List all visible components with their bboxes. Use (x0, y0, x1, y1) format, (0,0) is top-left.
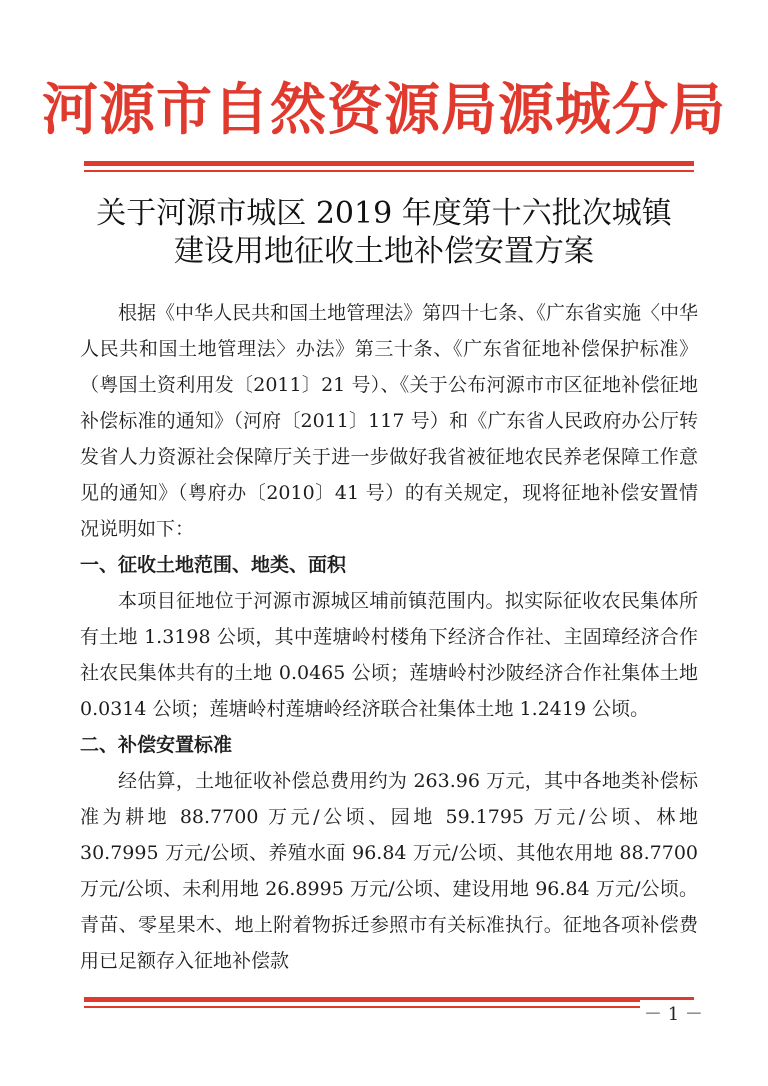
section2-paragraph: 经估算，土地征收补偿总费用约为 263.96 万元，其中各地类补偿标准为耕地 88.7700 万元/公顷、园地 59.1795 万元/公顷、林地 30.7995 万元/公顷、养殖水面 96.84 万元/公顷、其他农用地 88.7700 万元/公顷、未利用地 26.8995 万元/公顷、建设用地 96.84 万元/公顷。青苗、零星果木、地上附着物拆迁参照市有关标准执行。征地各项补偿费用已足额存入征地补偿款 (80, 770, 698, 972)
footer-red-rule-thin (84, 1006, 694, 1008)
letterhead-red-rule-thin (84, 170, 694, 172)
letterhead-red-rule-thick (84, 161, 694, 166)
section1-paragraph: 本项目征地位于河源市源城区埔前镇范围内。拟实际征收农民集体所有土地 1.3198 公顷，其中莲塘岭村楼角下经济合作社、主固璋经济合作社农民集体共有的土地 0.0465 公顷；莲塘岭村沙陂经济合作社集体土地 0.0314 公顷；莲塘岭村莲塘岭经济联合社集体土地 1.2419 公顷。 (80, 590, 698, 720)
section2-heading: 二、补偿安置标准 (80, 734, 233, 756)
page-number: － 1 － (640, 1000, 707, 1026)
footer-red-rule-thick (84, 997, 694, 1002)
document-title-line2: 建设用地征收土地补偿安置方案 (174, 234, 594, 269)
document-title-line1: 关于河源市城区 2019 年度第十六批次城镇 (96, 196, 672, 231)
document-body (80, 295, 698, 979)
section1-heading: 一、征收土地范围、地类、面积 (80, 554, 347, 576)
intro-paragraph: 根据《中华人民共和国土地管理法》第四十七条、《广东省实施〈中华人民共和国土地管理法〉办法》第三十条、《广东省征地补偿保护标准》（粤国土资利用发〔2011〕21 号）、《关于公布河源市市区征地补偿征地补偿标准的通知》（河府〔2011〕117 号）和《广东省人民政府办公厅转发省人力资源社会保障厅关于进一步做好我省被征地农民养老保障工作意见的通知》（粤府办〔2010〕41 号）的有关规定，现将征地补偿安置情况说明如下： (80, 302, 698, 540)
agency-letterhead: 河源市自然资源局源城分局 (42, 77, 726, 143)
